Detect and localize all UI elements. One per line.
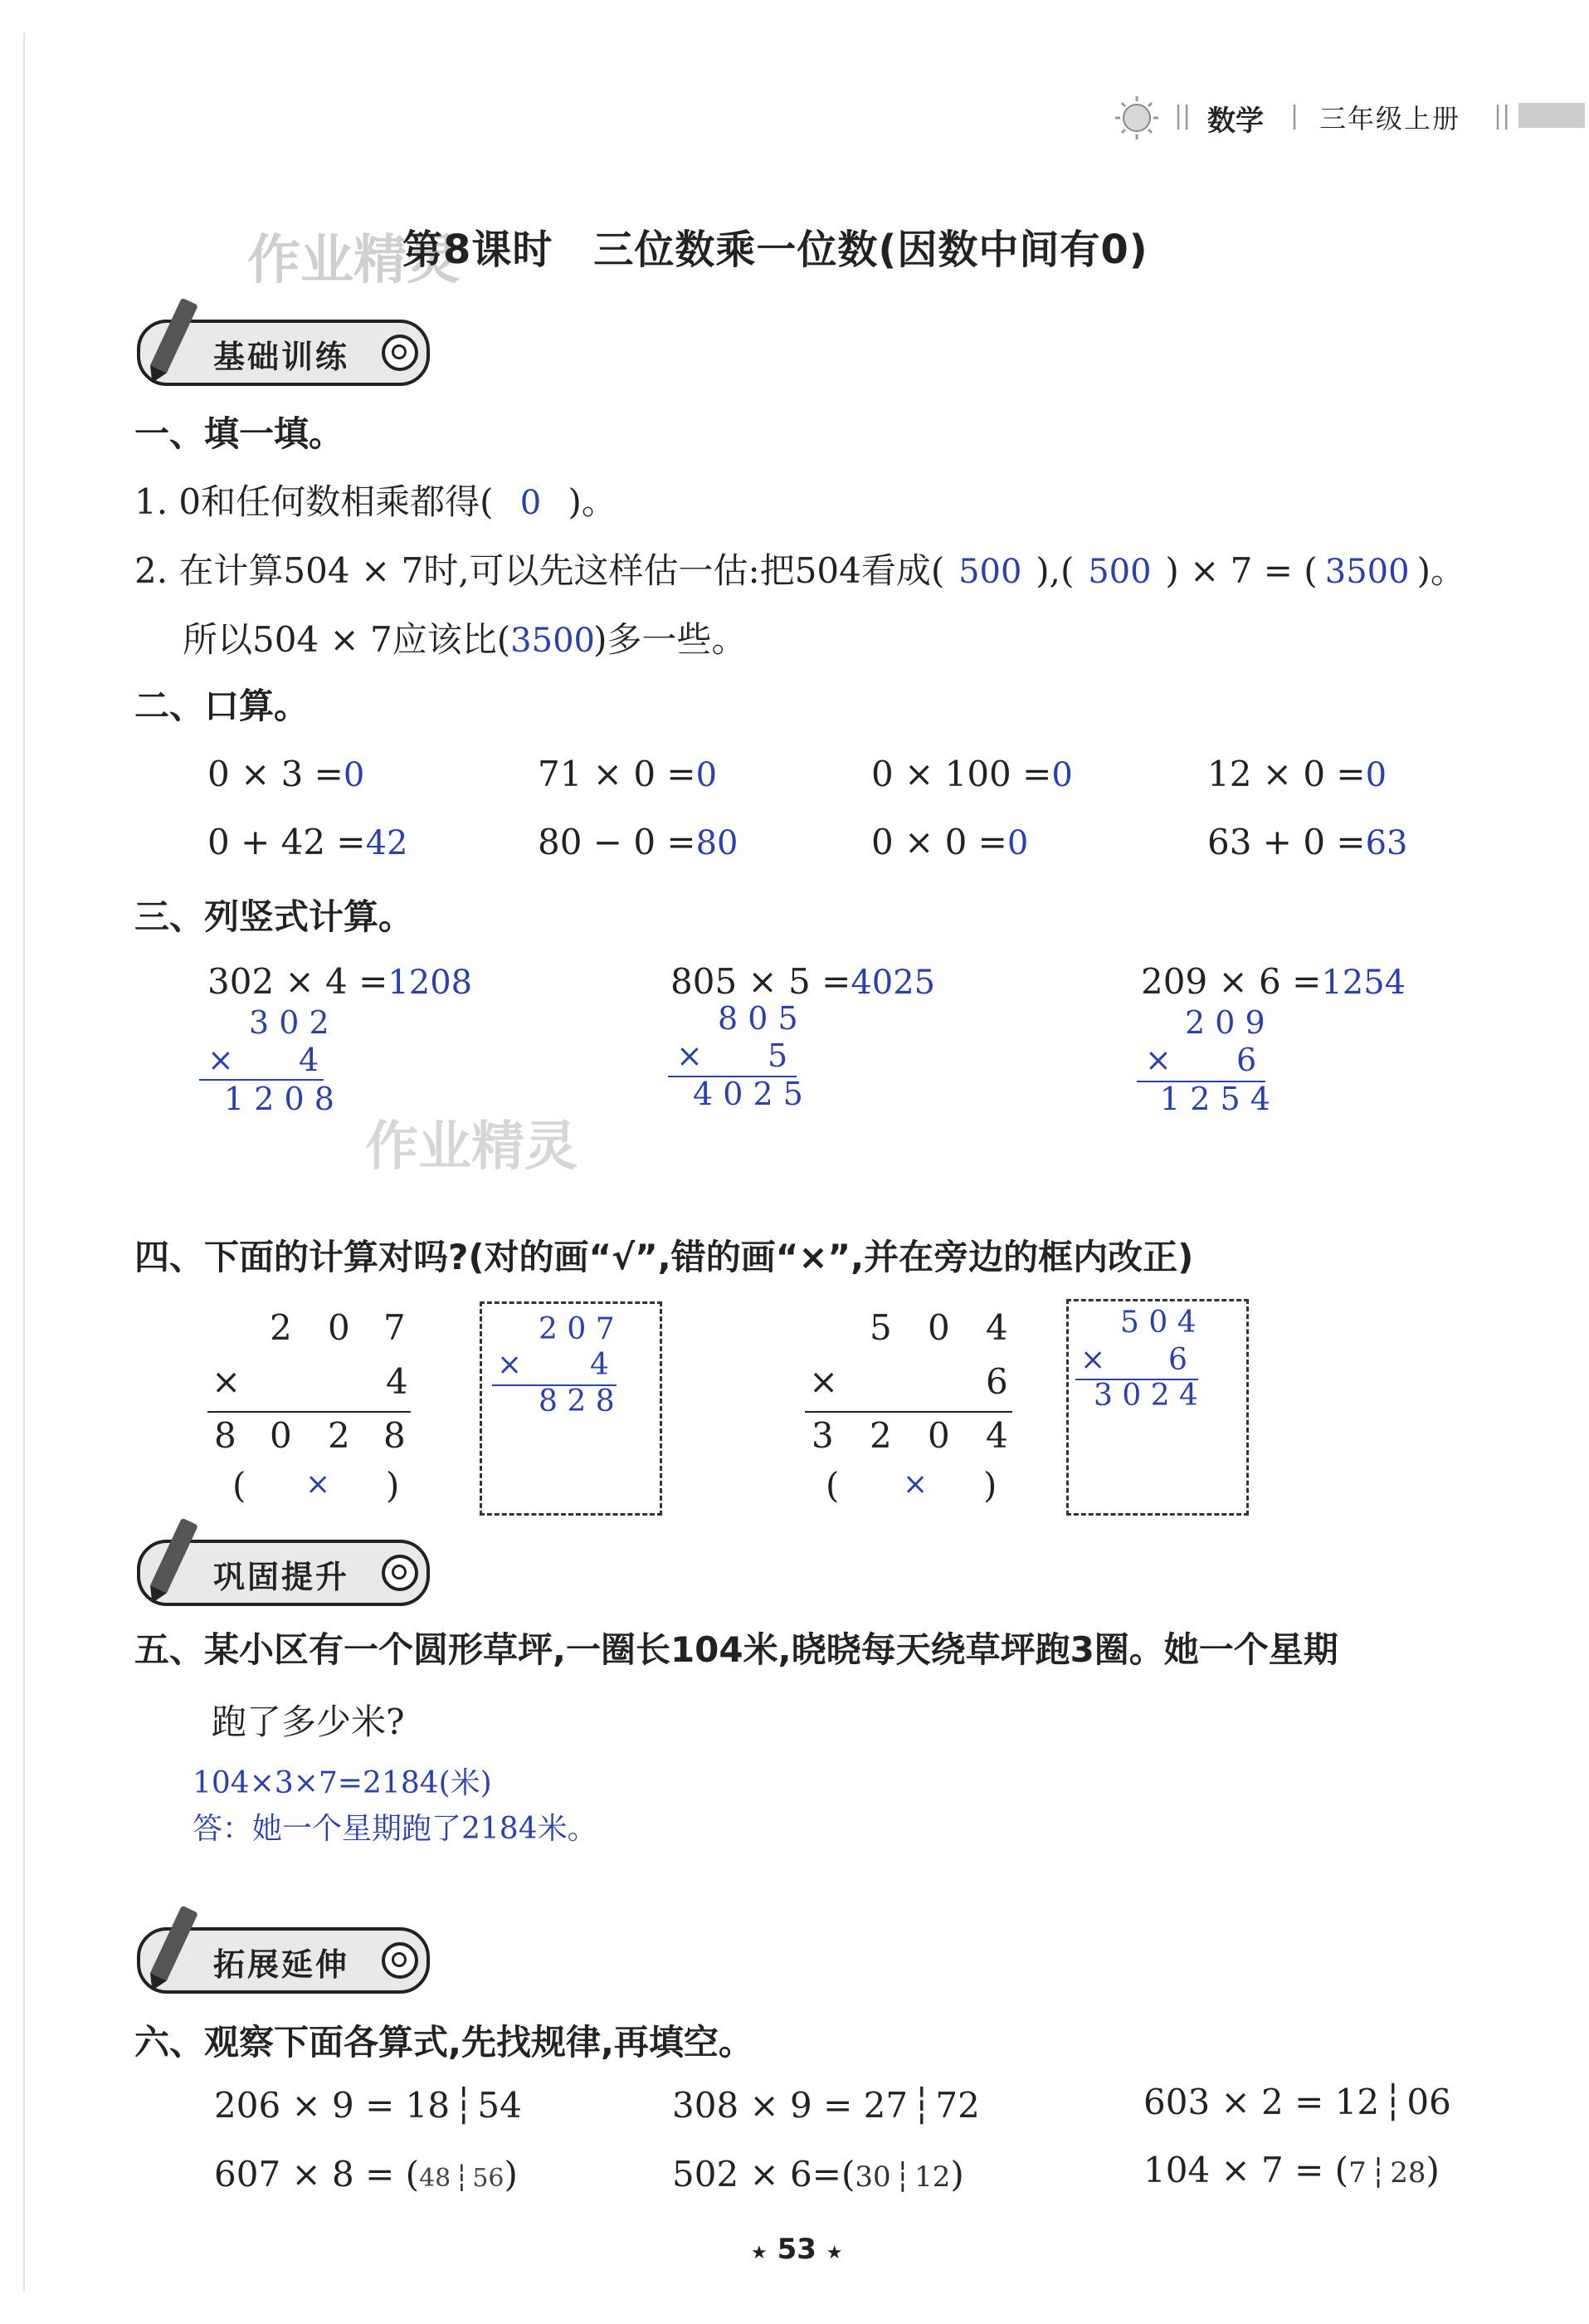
q4-2-top-d2: 0 xyxy=(928,1307,950,1348)
watermark-middle: 作业精灵 xyxy=(365,1116,578,1178)
q6-answer-2a: 30 xyxy=(855,2160,891,2194)
q4-1-factor: 4 xyxy=(386,1361,408,1402)
q1-item2-text4: )。 xyxy=(1416,550,1466,591)
header-sep-1: || xyxy=(1174,101,1192,130)
q1-item1-prefix: 1. 0和任何数相乘都得( xyxy=(134,481,494,522)
pencil-icon xyxy=(150,298,198,374)
q5-heading-line2: 跑了多少米? xyxy=(212,1702,405,1742)
q6-row2-item1: 607 × 8 = (48 ┆ 56) xyxy=(214,2154,518,2195)
page-edge-line xyxy=(23,33,25,2291)
q3-answer-1: 1208 xyxy=(388,964,473,1002)
q4-1-res-d4: 8 xyxy=(383,1415,406,1456)
q4-1-mul: × xyxy=(212,1361,241,1402)
header-subject: 数学 xyxy=(1207,105,1264,138)
q3-vert-result-3: 1 2 5 4 xyxy=(1160,1081,1270,1117)
q1-item2-text3: ) × 7 = ( xyxy=(1165,550,1318,591)
section-badge-consolidate xyxy=(137,1540,430,1606)
section-label-consolidate: 巩固提升 xyxy=(213,1559,350,1595)
q4-1-top-d2: 0 xyxy=(328,1307,350,1348)
q1-item2-line2-suffix: )多一些。 xyxy=(593,619,747,660)
sun-icon xyxy=(1112,93,1162,143)
q3-heading: 三、列竖式计算。 xyxy=(134,896,414,937)
q4-2-fix-factor: 6 xyxy=(1168,1343,1187,1377)
q4-2-top-d1: 5 xyxy=(870,1307,892,1348)
q3-vert-mul-2: × xyxy=(676,1038,703,1074)
q2-item-6: 80 − 0 =80 xyxy=(538,822,738,862)
q2-answer-6: 80 xyxy=(695,824,738,862)
q4-2-fix-top: 5 0 4 xyxy=(1120,1306,1197,1340)
q6-answer-3b: 28 xyxy=(1390,2156,1426,2190)
q1-item2-answer4: 3500 xyxy=(510,622,595,660)
ring-icon xyxy=(382,1555,418,1591)
q3-vert-factor-3: 6 xyxy=(1236,1042,1257,1078)
header-sep-3: || xyxy=(1494,101,1511,130)
q4-1-fix-top: 2 0 7 xyxy=(539,1312,615,1346)
q5-answer-line2: 答：她一个星期跑了2184米。 xyxy=(193,1812,597,1846)
q4-1-top-d1: 2 xyxy=(270,1307,292,1348)
q3-vert-result-2: 4 0 2 5 xyxy=(693,1076,803,1112)
q5-heading: 五、某小区有一个圆形草坪,一圈长104米,晓晓每天绕草坪跑3圈。她一个星期 xyxy=(134,1629,1338,1670)
q1-item2-text2: ),( xyxy=(1036,550,1075,591)
q2-item-3: 0 × 100 =0 xyxy=(871,754,1073,794)
q4-2-top-d3: 4 xyxy=(986,1307,1008,1348)
section-badge-basic xyxy=(137,320,430,386)
q1-item2-answer3: 3500 xyxy=(1324,553,1410,591)
q2-answer-4: 0 xyxy=(1365,756,1387,794)
q6-answer-2b: 12 xyxy=(914,2160,951,2194)
q3-vert-top-3: 2 0 9 xyxy=(1185,1004,1265,1041)
q3-expr-3: 209 × 6 =1254 xyxy=(1141,961,1406,1002)
q4-2-paren-close: ) xyxy=(983,1465,997,1506)
q2-answer-5: 42 xyxy=(365,824,408,862)
q2-answer-3: 0 xyxy=(1051,756,1073,794)
q1-heading: 一、填一填。 xyxy=(134,413,344,454)
q2-item-7: 0 × 0 =0 xyxy=(871,822,1029,862)
q2-answer-1: 0 xyxy=(343,756,365,794)
q2-item-8: 63 + 0 =63 xyxy=(1207,822,1408,862)
q6-answer-1b: 56 xyxy=(472,2164,504,2193)
q4-1-fix-factor: 4 xyxy=(590,1348,609,1382)
q3-vert-mul-3: × xyxy=(1145,1042,1172,1078)
q4-2-res-d4: 4 xyxy=(986,1415,1008,1456)
q4-1-fix-mul: × xyxy=(497,1348,523,1382)
q3-expr-2: 805 × 5 =4025 xyxy=(670,961,936,1002)
q2-item-2: 71 × 0 =0 xyxy=(538,754,718,794)
q2-item-4: 12 × 0 =0 xyxy=(1207,754,1387,794)
q4-2-line xyxy=(805,1411,1012,1413)
q2-answer-8: 63 xyxy=(1365,824,1408,862)
section-label-extend: 拓展延伸 xyxy=(213,1946,350,1983)
q4-1-line xyxy=(207,1411,411,1413)
pencil-icon xyxy=(150,1518,198,1594)
q5-answer-line1: 104×3×7=2184(米) xyxy=(193,1766,492,1800)
q4-1-correction-box xyxy=(480,1301,662,1516)
q3-expr-1: 302 × 4 =1208 xyxy=(207,961,473,1002)
q4-heading: 四、下面的计算对吗?(对的画“√”,错的画“×”,并在旁边的框内改正) xyxy=(134,1237,1194,1277)
q6-row2-item2: 502 × 6=(30 ┆ 12) xyxy=(672,2154,964,2195)
watermark-top: 作业精灵 xyxy=(247,230,460,291)
header-gray-bar xyxy=(1518,103,1585,128)
q2-heading: 二、口算。 xyxy=(134,686,310,726)
q6-answer-3a: 7 xyxy=(1348,2156,1367,2190)
q2-answer-7: 0 xyxy=(1007,824,1029,862)
page-title: 第8课时 三位数乘一位数(因数中间有0) xyxy=(402,227,1148,273)
q3-vert-top-1: 3 0 2 xyxy=(249,1004,329,1041)
q4-2-mul: × xyxy=(809,1361,839,1402)
q1-item1 xyxy=(134,475,617,525)
page-number xyxy=(751,2233,842,2266)
q2-answer-2: 0 xyxy=(695,756,718,794)
q1-item2-line1 xyxy=(134,544,1465,593)
q3-vert-top-2: 8 0 5 xyxy=(718,1000,798,1037)
q1-item1-suffix: )。 xyxy=(568,481,617,522)
q3-answer-3: 1254 xyxy=(1321,964,1406,1002)
q6-row1-item1: 206 × 9 = 18┆54 xyxy=(214,2085,522,2126)
q4-2-res-d1: 3 xyxy=(812,1415,834,1456)
ring-icon xyxy=(382,334,418,371)
q4-1-res-d3: 2 xyxy=(328,1415,350,1456)
q6-row1-item2: 308 × 9 = 27┆72 xyxy=(672,2085,980,2126)
q1-item2-answer2: 500 xyxy=(1088,553,1152,591)
q3-vert-factor-2: 5 xyxy=(768,1038,788,1074)
q4-2-mark: × xyxy=(903,1467,929,1501)
q4-2-res-d3: 0 xyxy=(928,1415,950,1456)
q6-row1-item3: 603 × 2 = 12┆06 xyxy=(1143,2082,1451,2122)
q4-2-factor: 6 xyxy=(986,1361,1008,1402)
header-sep-2: | xyxy=(1290,101,1299,130)
q6-row2-item3: 104 × 7 = (7 ┆ 28) xyxy=(1143,2150,1440,2190)
pencil-icon xyxy=(150,1906,198,1981)
section-label-basic: 基础训练 xyxy=(213,339,350,375)
q1-item1-answer: 0 xyxy=(519,484,542,522)
star-icon: ★ xyxy=(751,2243,768,2263)
q1-item2-text1: 2. 在计算504 × 7时,可以先这样估一估:把504看成( xyxy=(134,550,945,591)
section-badge-extend xyxy=(137,1927,430,1994)
q3-vert-mul-1: × xyxy=(207,1042,234,1078)
q2-item-1: 0 × 3 =0 xyxy=(207,754,365,794)
q4-1-res-d1: 8 xyxy=(214,1415,236,1456)
q6-answer-1a: 48 xyxy=(419,2164,451,2193)
q3-vert-factor-1: 4 xyxy=(299,1042,319,1078)
q1-item2-answer1: 500 xyxy=(958,553,1022,591)
q4-1-fix-result: 8 2 8 xyxy=(539,1384,615,1418)
q4-1-paren-close: ) xyxy=(386,1465,400,1506)
q4-1-mark: × xyxy=(305,1467,331,1501)
q1-item2-line2-prefix: 所以504 × 7应该比( xyxy=(183,619,511,660)
q4-2-fix-mul: × xyxy=(1080,1343,1106,1377)
q4-2-correction-box xyxy=(1066,1299,1249,1516)
q3-vert-result-1: 1 2 0 8 xyxy=(224,1081,334,1117)
q3-answer-2: 4025 xyxy=(851,964,936,1002)
q6-heading: 六、观察下面各算式,先找规律,再填空。 xyxy=(134,2022,753,2063)
q4-2-paren-open: ( xyxy=(826,1465,840,1506)
header-grade: 三年级上册 xyxy=(1319,103,1461,134)
ring-icon xyxy=(382,1942,418,1979)
q4-1-paren-open: ( xyxy=(232,1465,246,1506)
star-icon: ★ xyxy=(826,2243,843,2263)
q1-item2-line2 xyxy=(183,613,747,662)
q2-item-5: 0 + 42 =42 xyxy=(207,822,408,862)
page-number-value: 53 xyxy=(777,2233,816,2266)
q4-1-top-d3: 7 xyxy=(383,1307,406,1348)
q4-2-res-d2: 2 xyxy=(870,1415,892,1456)
q4-2-fix-result: 3 0 2 4 xyxy=(1094,1379,1198,1413)
q4-1-res-d2: 0 xyxy=(270,1415,292,1456)
